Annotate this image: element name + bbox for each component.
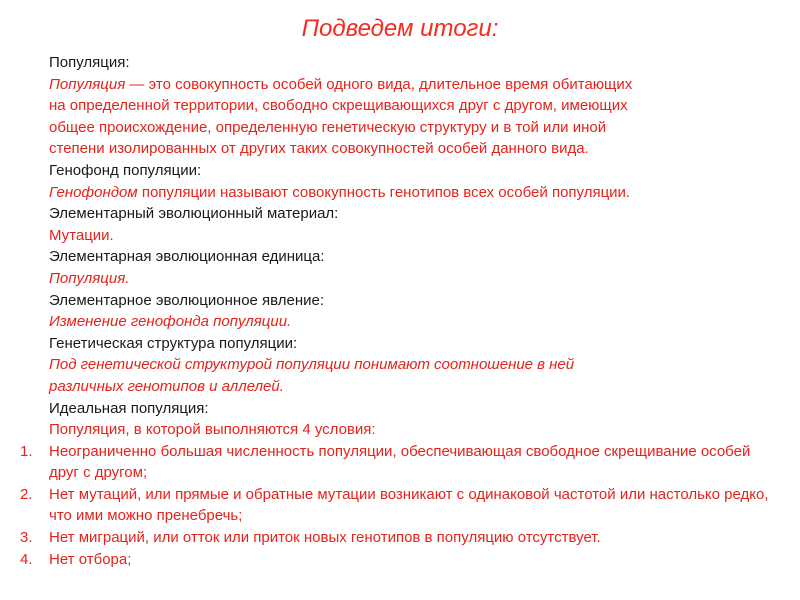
condition-number: 3. — [20, 529, 33, 547]
gene-pool-definition-rest: популяции называют совокупность генотипов всех особей популяции. — [137, 183, 631, 201]
ideal-population-intro: Популяция, в которой выполняются 4 условия: — [49, 421, 376, 439]
condition-number: 2. — [20, 485, 33, 503]
condition-text: Нет миграций, или отток или приток новых генотипов в популяцию отсутствует. — [49, 529, 601, 547]
conditions-list — [20, 441, 769, 571]
elementary-unit-heading: Элементарная эволюционная единица: — [49, 248, 325, 266]
genetic-structure-heading: Генетическая структура популяции: — [49, 334, 298, 352]
population-definition-line-4: степени изолированных от других таких совокупностей особей данного вида. — [49, 140, 589, 158]
condition-text: Нет отбора; — [49, 550, 132, 568]
condition-item-3 — [20, 527, 769, 549]
elementary-phenomenon-heading: Элементарное эволюционное явление: — [49, 291, 325, 309]
genetic-structure-line-2: различных генотипов и аллелей. — [49, 377, 284, 395]
condition-text: Нет мутаций, или прямые и обратные мутации возникают с одинаковой частотой или настолько редко, что ими можно пренебречь; — [49, 485, 769, 525]
population-term: Популяция — [49, 75, 126, 93]
population-definition-line-1 — [49, 74, 769, 96]
population-definition-line-3: общее происхождение, определенную генетическую структуру и в той или иной — [49, 118, 607, 136]
gene-pool-definition — [49, 182, 769, 204]
condition-item-4 — [20, 549, 769, 571]
condition-text: Неограниченно большая численность популяции, обеспечивающая свободное скрещивание особей друг с другом; — [49, 442, 751, 482]
gene-pool-heading: Генофонд популяции: — [49, 161, 202, 179]
ideal-population-heading: Идеальная популяция: — [49, 399, 209, 417]
population-definition-line-2: на определенной территории, свободно скрещивающихся друг с другом, имеющих — [49, 97, 628, 115]
slide-title: Подведем итоги: — [301, 15, 499, 42]
condition-number: 4. — [20, 550, 33, 568]
gene-pool-term: Генофондом — [49, 183, 138, 201]
genetic-structure-line-1: Под генетической структурой популяции понимают соотношение в ней — [49, 356, 575, 374]
elementary-phenomenon-answer: Изменение генофонда популяции. — [49, 313, 292, 331]
condition-number: 1. — [20, 442, 33, 460]
elementary-unit-answer: Популяция. — [49, 269, 130, 287]
elementary-material-heading: Элементарный эволюционный материал: — [49, 205, 339, 223]
condition-item-1 — [20, 441, 769, 484]
slide-content — [20, 52, 769, 570]
population-definition-rest: — это совокупность особей одного вида, длительное время обитающих — [125, 75, 633, 93]
population-heading: Популяция: — [49, 54, 130, 71]
condition-item-2 — [20, 484, 769, 527]
elementary-material-answer: Мутации. — [49, 226, 114, 244]
